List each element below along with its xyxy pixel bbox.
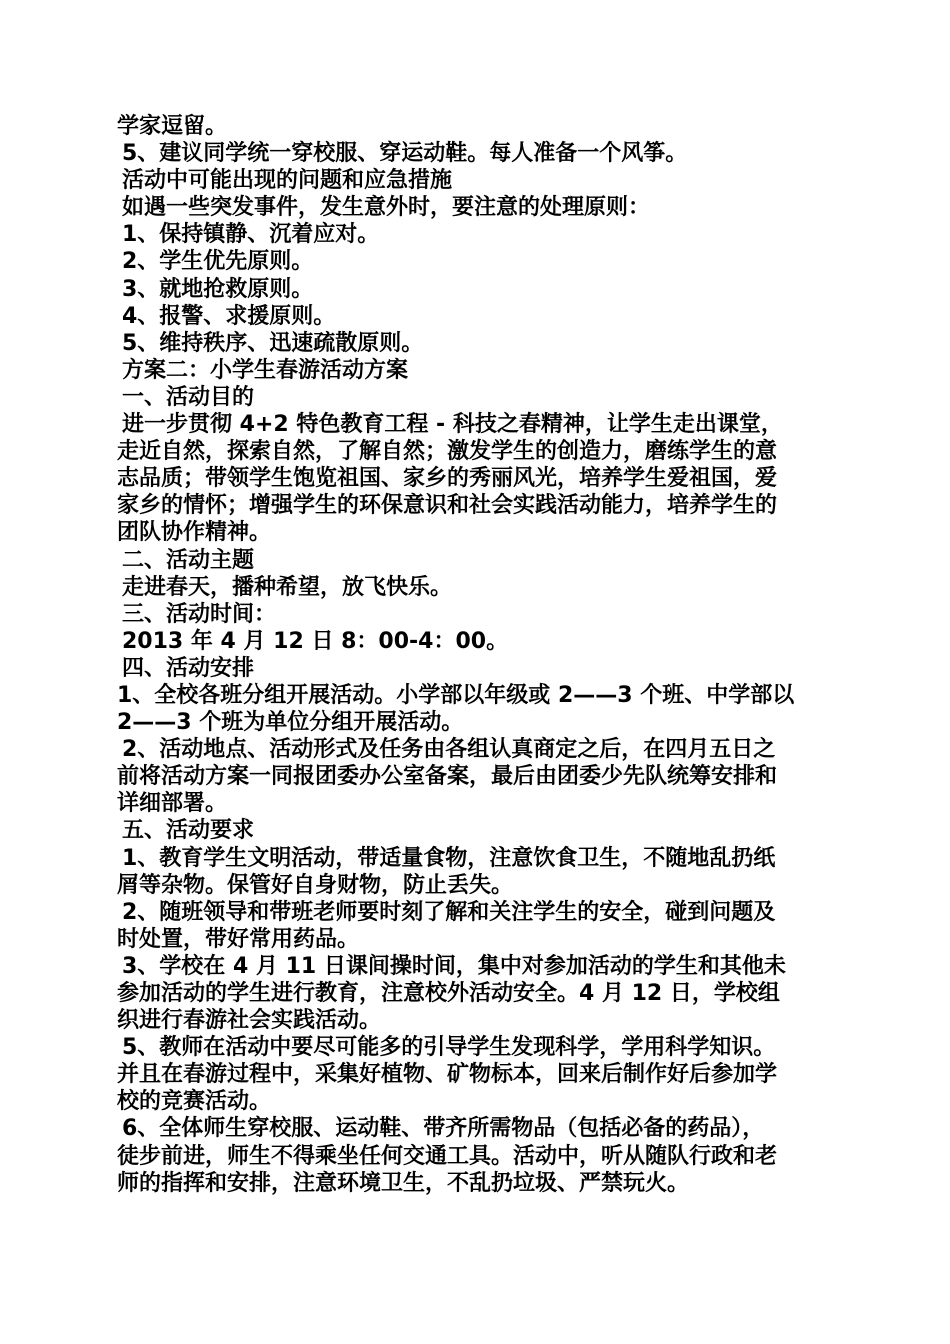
list-item: 6、全体师生穿校服、运动鞋、带齐所需物品（包括必备的药品）， [122, 1116, 765, 1142]
text-line: 团队协作精神。 [117, 520, 272, 546]
list-item: 1、教育学生文明活动，带适量食物，注意饮食卫生，不随地乱扔纸 [122, 845, 776, 871]
list-item: 3、学校在 4 月 11 日课间操时间，集中对参加活动的学生和其他未 [122, 953, 786, 979]
text-line: 学家逗留。 [117, 114, 228, 139]
text-line: 2——3 个班为单位分组开展活动。 [117, 710, 464, 736]
list-item: 2、活动地点、活动形式及任务由各组认真商定之后，在四月五日之 [122, 737, 776, 763]
section-heading: 三、活动时间： [122, 601, 277, 627]
section-heading: 活动中可能出现的问题和应急措施 [122, 168, 453, 194]
section-heading: 五、活动要求 [122, 818, 255, 844]
text-line: 校的竞赛活动。 [117, 1089, 272, 1115]
list-item: 2、随班领导和带班老师要时刻了解和关注学生的安全，碰到问题及 [122, 899, 776, 925]
list-item: 4、报警、求援原则。 [122, 303, 336, 329]
section-heading: 一、活动目的 [122, 384, 255, 410]
text-line: 走进春天，播种希望，放飞快乐。 [122, 574, 453, 600]
text-line: 详细部署。 [117, 791, 228, 817]
text-line: 进一步贯彻 4+2 特色教育工程 - 科技之春精神，让学生走出课堂， [122, 412, 783, 438]
text-line: 师的指挥和安排，注意环境卫生，不乱扔垃圾、严禁玩火。 [117, 1170, 690, 1196]
list-item: 1、保持镇静、沉着应对。 [122, 222, 380, 248]
list-item: 1、全校各班分组开展活动。小学部以年级或 2——3 个班、中学部以 [117, 682, 795, 708]
list-item: 3、就地抢救原则。 [122, 276, 314, 302]
list-item: 5、教师在活动中要尽可能多的引导学生发现科学，学用科学知识。 [122, 1035, 776, 1061]
text-line: 徒步前进，师生不得乘坐任何交通工具。活动中，听从随队行政和老 [117, 1143, 778, 1169]
list-item: 2、学生优先原则。 [122, 249, 314, 275]
text-line: 5、建议同学统一穿校服、穿运动鞋。每人准备一个风筝。 [122, 141, 688, 167]
text-line: 屑等杂物。保管好自身财物，防止丢失。 [117, 872, 514, 898]
text-line: 并且在春游过程中，采集好植物、矿物标本，回来后制作好后参加学 [117, 1062, 778, 1088]
text-line: 时处置，带好常用药品。 [117, 926, 360, 952]
document-body [117, 113, 842, 1197]
section-heading: 四、活动安排 [122, 655, 255, 681]
text-line: 前将活动方案一同报团委办公室备案，最后由团委少先队统筹安排和 [117, 764, 778, 790]
section-heading: 二、活动主题 [122, 547, 255, 573]
document-title: 方案二：小学生春游活动方案 [122, 357, 409, 383]
text-line: 参加活动的学生进行教育，注意校外活动安全。4 月 12 日，学校组 [117, 981, 780, 1006]
list-item: 5、维持秩序、迅速疏散原则。 [122, 330, 424, 356]
text-line: 2013 年 4 月 12 日 8：00-4：00。 [122, 628, 509, 654]
text-line: 织进行春游社会实践活动。 [117, 1008, 382, 1034]
text-line: 如遇一些突发事件，发生意外时，要注意的处理原则： [122, 195, 651, 221]
text-line: 家乡的情怀；增强学生的环保意识和社会实践活动能力，培养学生的 [117, 493, 778, 519]
text-line: 志品质；带领学生饱览祖国、家乡的秀丽风光，培养学生爱祖国，爱 [117, 466, 778, 492]
text-line: 走近自然，探索自然，了解自然；激发学生的创造力，磨练学生的意 [117, 439, 778, 465]
